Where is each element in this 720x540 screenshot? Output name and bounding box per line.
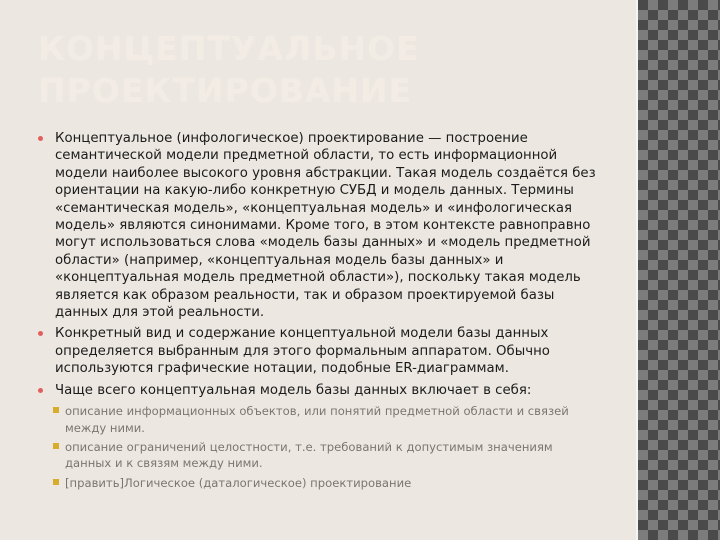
bullet-dot-icon bbox=[38, 136, 43, 141]
title-line-2: ПРОЕКТИРОВАНИЕ bbox=[38, 71, 413, 110]
bullet-item bbox=[38, 382, 600, 399]
sub-bullet-text: описание информационных объектов, или понятий предметной области и связей между ними. bbox=[65, 404, 569, 435]
sub-bullet-text: [править]Логическое (даталогическое) проектирование bbox=[65, 475, 412, 490]
sub-bullet-text: описание ограничений целостности, т.е. требований к допустимым значениям данных и к связям между ними. bbox=[65, 439, 553, 471]
square-bullet-icon bbox=[53, 479, 59, 485]
bullet-text: Чаще всего концептуальная модель базы данных включает в себя: bbox=[55, 382, 532, 398]
bullet-dot-icon bbox=[38, 331, 43, 336]
decorative-pattern-stripe bbox=[638, 0, 720, 540]
bullet-dot-icon bbox=[38, 388, 43, 393]
square-bullet-icon bbox=[53, 407, 59, 413]
square-bullet-icon bbox=[53, 443, 59, 449]
bullet-item bbox=[38, 325, 600, 377]
bullet-text: Концептуальное (инфологическое) проектирование — построение семантической модели предметной области, то есть информационной модели наиболее высокого уровня абстракции. Такая модель создаётся без ориентации на какую-либо конкретную СУБД и модель данных. Термины «семантическая модель», «концептуальная модель» и «инфологическая модель» являются синонимами. Кроме того, в этом контексте равноправно могут использоваться слова «модель базы данных» и «модель предметной области» (например, «концептуальная модель базы данных» и «концептуальная модель предметной области»), поскольку такая модель является как образом реальности, так и образом проектируемой базы данных для этой реальности. bbox=[55, 131, 596, 321]
slide-content bbox=[38, 130, 600, 494]
sub-bullet-item bbox=[38, 475, 600, 491]
title-line-1: КОНЦЕПТУАЛЬНОЕ bbox=[38, 29, 420, 68]
bullet-item bbox=[38, 130, 600, 321]
slide-title bbox=[38, 28, 618, 112]
sub-bullet-item bbox=[38, 403, 600, 436]
bullet-text: Конкретный вид и содержание концептуальной модели базы данных определяется выбранным для этого формальным аппаратом. Обычно используются графические нотации, подобные ER-диаграммам. bbox=[55, 326, 550, 377]
sub-bullet-item bbox=[38, 439, 600, 472]
